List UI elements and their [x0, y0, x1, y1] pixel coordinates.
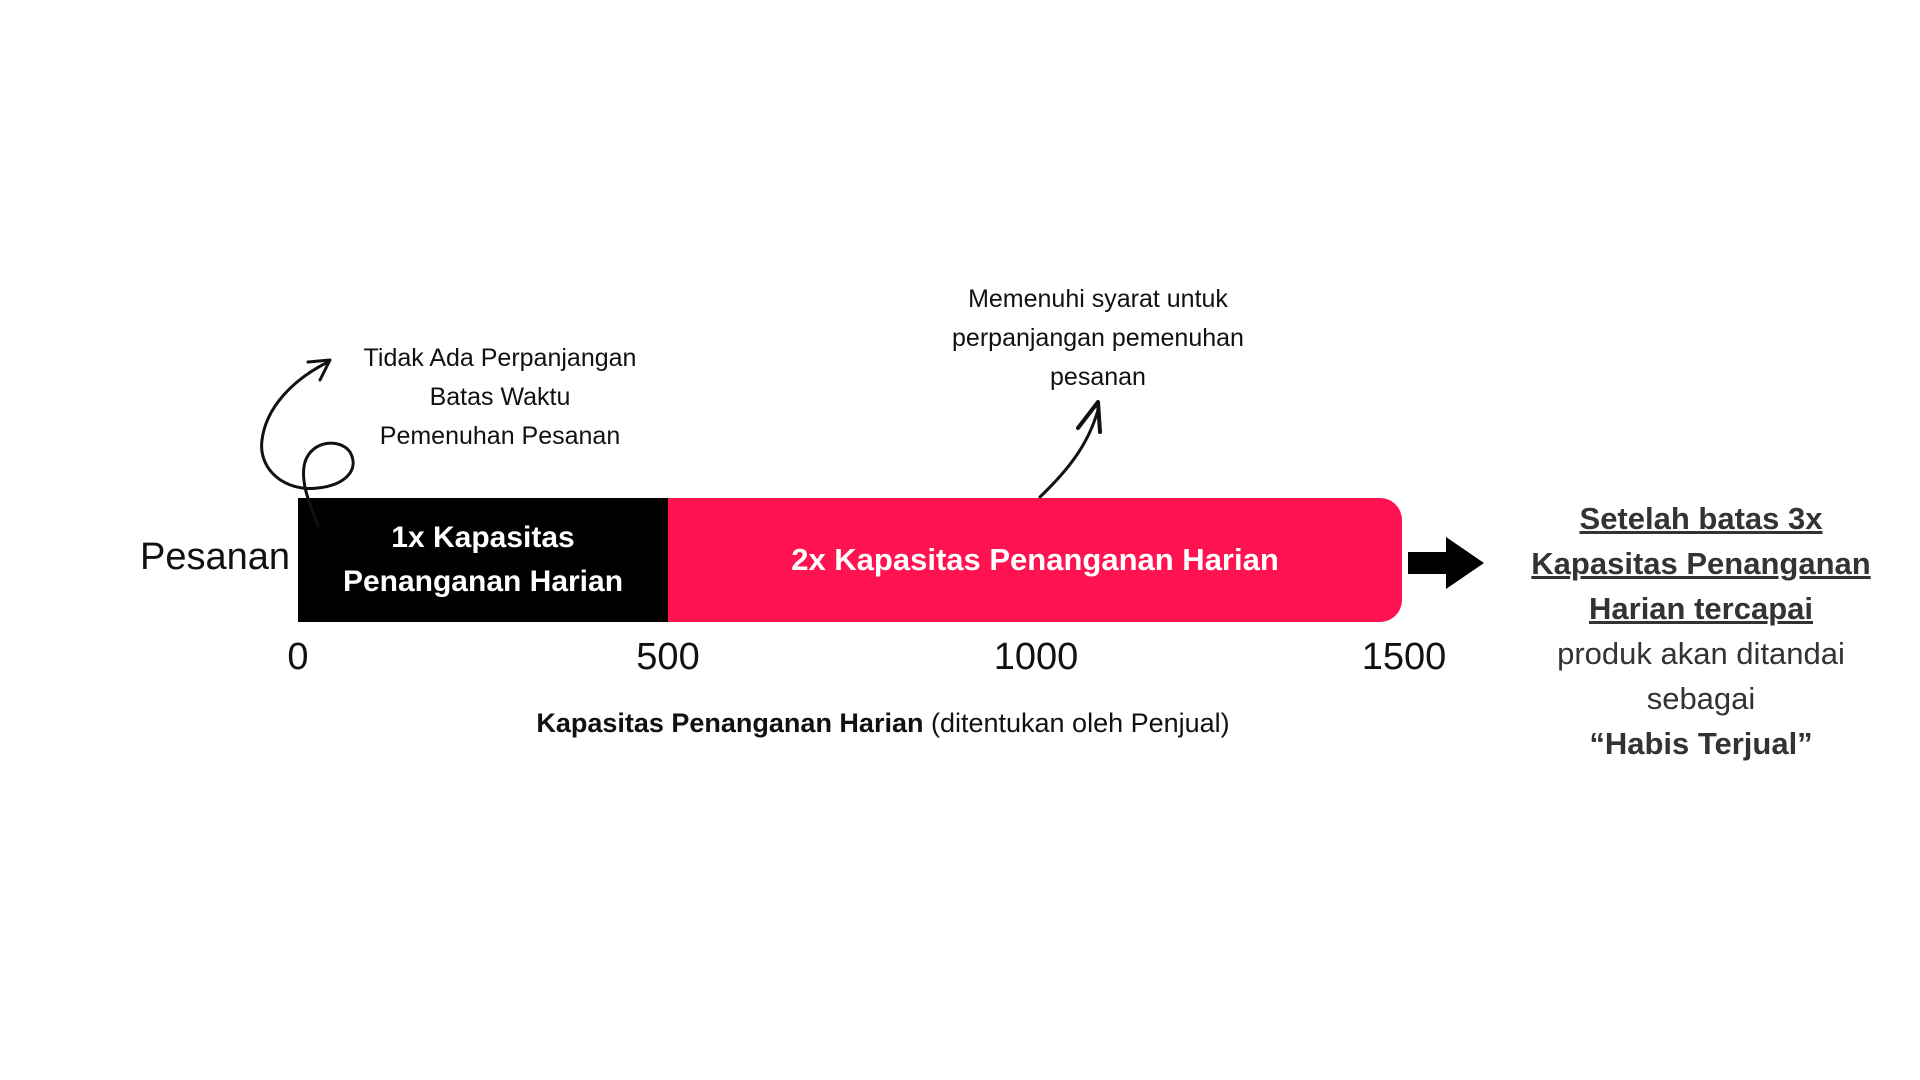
annotation-no-extension: Tidak Ada Perpanjangan Batas Waktu Pemenuhan Pesanan [363, 344, 637, 450]
tick-label-1500: 1500 [1361, 636, 1447, 678]
x-axis-title-bold: Kapasitas Penanganan Harian [536, 708, 924, 738]
tick-label-0: 0 [287, 636, 309, 678]
segment-2x-label: 2x Kapasitas Penanganan Harian [791, 542, 1279, 577]
right-arrow-icon [1408, 537, 1484, 589]
outcome-text [1516, 496, 1886, 766]
segment-1x-capacity [298, 498, 668, 622]
segment-1x-label: 1x Kapasitas Penanganan Harian [342, 521, 624, 598]
curly-arrow-head-icon [308, 360, 330, 380]
eligible-arrow-head-icon [1078, 402, 1100, 432]
outcome-underlined: Setelah batas 3x Kapasitas Penanganan Harian tercapai [1531, 501, 1871, 626]
x-axis-title [0, 708, 1766, 739]
annotation-eligible-extension: Memenuhi syarat untuk perpanjangan pemenuhan pesanan [952, 285, 1244, 391]
tick-label-500: 500 [636, 636, 700, 678]
x-axis-title-rest: (ditentukan oleh Penjual) [923, 708, 1230, 738]
outcome-bold: “Habis Terjual” [1589, 726, 1813, 761]
segment-2x-capacity [668, 498, 1402, 622]
y-axis-label: Pesanan [140, 536, 291, 578]
tick-label-1000: 1000 [993, 636, 1079, 678]
outcome-middle: produk akan ditandai sebagai [1557, 636, 1845, 716]
eligible-arrow-icon [1040, 410, 1098, 497]
